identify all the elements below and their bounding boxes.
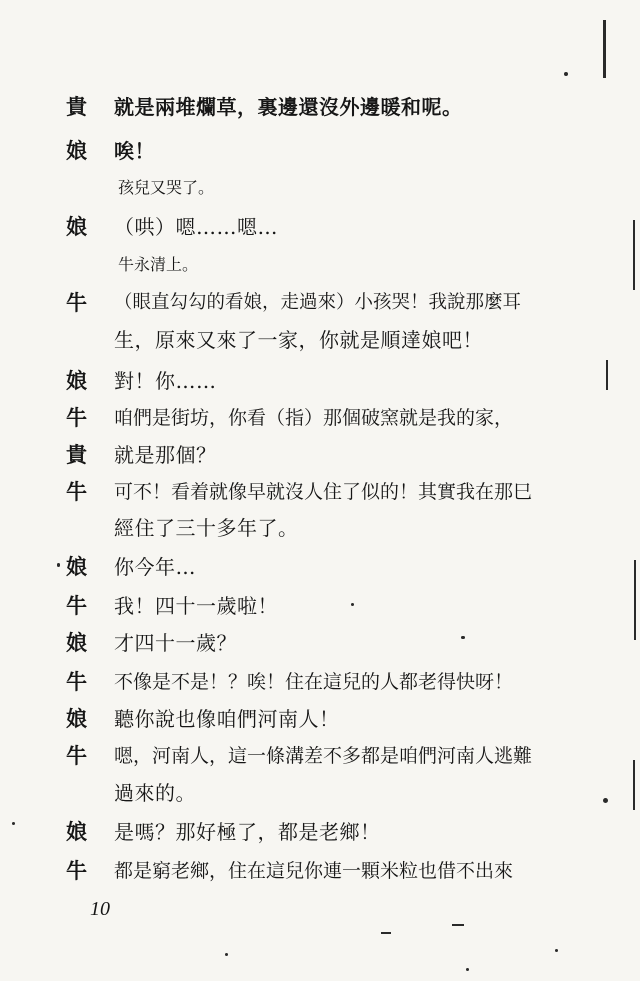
dialogue-text: 都是窮老鄉，住在這兒你連一顆米粒也借不出來 (114, 860, 514, 882)
scan-mark (606, 360, 608, 390)
dialogue-text: 生，原來又來了一家，你就是順達娘吧！ (114, 328, 483, 352)
scan-mark (225, 953, 228, 956)
dialogue-continuation (0, 778, 640, 808)
scan-mark (452, 924, 464, 926)
dialogue-text: 可不！看着就像早就沒人住了似的！其實我在那巳 (114, 481, 533, 503)
stage-direction-text: 孩兒又哭了。 (118, 178, 215, 197)
dialogue-line (0, 477, 640, 507)
stage-direction-text: 牛永清上。 (118, 255, 199, 274)
dialogue-text: 唉！ (114, 139, 155, 163)
dialogue-line (0, 92, 640, 122)
dialogue-line (0, 136, 640, 166)
dialogue-line (0, 366, 640, 396)
scan-mark (634, 560, 636, 640)
dialogue-text: 我！四十一歲啦！ (114, 594, 278, 618)
stage-direction (0, 250, 640, 280)
dialogue-text: 就是那個？ (114, 443, 217, 467)
scan-mark (564, 72, 568, 76)
dialogue-text: （眼直勾勾的看娘，走過來）小孩哭！我說那麼耳 (114, 292, 522, 313)
scan-mark (603, 798, 608, 803)
speaker-label: 牛 (66, 743, 87, 768)
speaker-label: 牛 (66, 405, 87, 430)
dialogue-line (0, 288, 640, 318)
dialogue-text: （哄）嗯……嗯… (114, 215, 278, 239)
speaker-label: 娘 (66, 138, 87, 163)
dialogue-line (0, 440, 640, 470)
dialogue-line (0, 403, 640, 433)
speaker-label: 貴 (66, 94, 87, 119)
scan-mark (351, 603, 354, 606)
dialogue-line (0, 704, 640, 734)
dialogue-line (0, 856, 640, 886)
dialogue-line (0, 667, 640, 697)
dialogue-text: 對！你…… (114, 369, 217, 393)
dialogue-text: 你今年… (114, 555, 196, 579)
speaker-label: 娘 (66, 214, 87, 239)
dialogue-text: 不像是不是！？唉！住在這兒的人都老得快呀！ (114, 671, 514, 693)
scan-mark (12, 822, 15, 825)
dialogue-line (0, 741, 640, 771)
dialogue-text: 咱們是街坊，你看（指）那個破窯就是我的家， (114, 407, 514, 429)
dialogue-text: 聽你說也像咱們河南人！ (114, 707, 340, 731)
dialogue-text: 才四十一歲？ (114, 631, 237, 655)
scan-mark (555, 949, 558, 952)
dialogue-line (0, 212, 640, 242)
dialogue-text: 是嗎？那好極了，都是老鄉！ (114, 820, 381, 844)
scan-mark (633, 220, 635, 290)
speaker-label: 娘 (66, 368, 87, 393)
scan-mark (603, 20, 606, 78)
stage-direction (0, 173, 640, 203)
speaker-label: 牛 (66, 479, 87, 504)
speaker-label: 娘 (66, 554, 87, 579)
scan-mark (461, 636, 465, 639)
speaker-label: 牛 (66, 290, 87, 315)
dialogue-line (0, 552, 640, 582)
scan-mark (57, 563, 60, 567)
dialogue-continuation (0, 325, 640, 355)
dialogue-text: 就是兩堆爛草，裏邊還沒外邊暖和呢。 (114, 95, 463, 119)
scan-mark (381, 932, 391, 934)
dialogue-line (0, 817, 640, 847)
speaker-label: 貴 (66, 442, 87, 467)
speaker-label: 牛 (66, 669, 87, 694)
dialogue-line (0, 591, 640, 621)
dialogue-continuation (0, 513, 640, 543)
page-number: 10 (90, 898, 110, 920)
dialogue-line (0, 628, 640, 658)
scan-mark (466, 968, 469, 971)
speaker-label: 娘 (66, 630, 87, 655)
speaker-label: 牛 (66, 593, 87, 618)
dialogue-text: 經住了三十多年了。 (114, 516, 299, 540)
dialogue-text: 嗯，河南人，這一條溝差不多都是咱們河南人逃難 (114, 745, 533, 767)
scan-mark (633, 760, 635, 810)
dialogue-text: 過來的。 (114, 781, 196, 805)
speaker-label: 牛 (66, 858, 87, 883)
speaker-label: 娘 (66, 819, 87, 844)
speaker-label: 娘 (66, 706, 87, 731)
